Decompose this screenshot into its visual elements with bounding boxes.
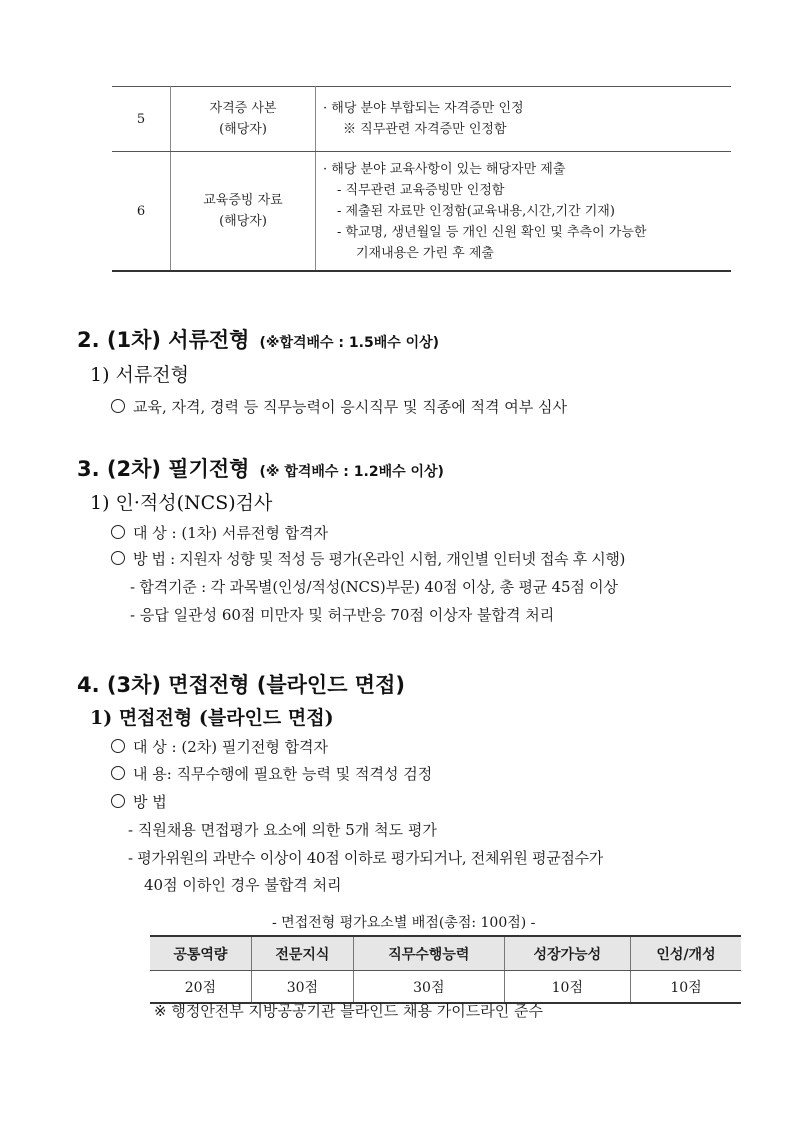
list-item: 방 법 : 지원자 성향 및 적성 등 평가(온라인 시험, 개인별 인터넷 접속 후 시행) [111, 548, 625, 569]
row-description: · 해당 분야 부합되는 자격증만 인정 ※ 직무관련 자격증만 인정함 [316, 87, 732, 152]
table-cell: 20점 [150, 971, 251, 1004]
column-header: 공통역량 [150, 936, 251, 971]
row-description: · 해당 분야 교육사항이 있는 해당자만 제출 - 직무관련 교육증빙만 인정함 - 제출된 자료만 인정함(교육내용,시간,기간 기재) - 학교명, 생년월일 등 개인 신원 확인 및 추측이 가능한 기재내용은 가린 후 제출 [316, 152, 732, 272]
table-cell: 10점 [631, 971, 741, 1004]
row-item: 자격증 사본 (해당자) [171, 87, 316, 152]
circle-bullet-icon [111, 739, 125, 753]
interview-score-table [150, 935, 741, 1004]
list-item: 방 법 [111, 791, 167, 812]
table-cell: 10점 [504, 971, 630, 1004]
circle-bullet-icon [111, 794, 125, 808]
circle-bullet-icon [111, 766, 125, 780]
table-cell: 30점 [354, 971, 505, 1004]
circle-bullet-icon [111, 551, 125, 565]
document-requirements-table [112, 86, 731, 272]
footnote: ※ 행정안전부 지방공공기관 블라인드 채용 가이드라인 준수 [154, 1002, 543, 1020]
dash-item: - 직원채용 면접평가 요소에 의한 5개 척도 평가 [128, 821, 437, 839]
table-header-row [150, 936, 741, 971]
section-2-subheading: 1) 서류전형 [90, 364, 189, 386]
table-row [150, 971, 741, 1004]
list-item: 대 상 : (2차) 필기전형 합격자 [111, 736, 328, 757]
column-header: 인성/개성 [631, 936, 741, 971]
circle-bullet-icon [111, 525, 125, 539]
row-number: 5 [112, 87, 171, 152]
section-3-subheading: 1) 인·적성(NCS)검사 [90, 492, 273, 514]
table-row [112, 152, 731, 272]
table-row [112, 87, 731, 152]
list-item: 교육, 자격, 경력 등 직무능력이 응시직무 및 직종에 적격 여부 심사 [111, 396, 567, 417]
section-2-note: (※합격배수 : 1.5배수 이상) [259, 335, 440, 351]
list-item: 대 상 : (1차) 서류전형 합격자 [111, 522, 328, 543]
table-cell: 30점 [251, 971, 353, 1004]
section-3-note: (※ 합격배수 : 1.2배수 이상) [259, 464, 444, 480]
row-number: 6 [112, 152, 171, 272]
section-4-heading: 4. (3차) 면접전형 (블라인드 면접) [77, 673, 405, 697]
row-item: 교육증빙 자료 (해당자) [171, 152, 316, 272]
section-3-heading: 3. (2차) 필기전형 (※ 합격배수 : 1.2배수 이상) [77, 457, 444, 481]
section-4-subheading: 1) 면접전형 (블라인드 면접) [90, 707, 334, 729]
list-item: 내 용: 직무수행에 필요한 능력 및 적격성 검정 [111, 763, 432, 784]
table-caption: - 면접전형 평가요소별 배점(총점: 100점) - [272, 915, 536, 931]
dash-item: - 응답 일관성 60점 미만자 및 허구반응 70점 이상자 불합격 처리 [130, 606, 555, 624]
dash-item-continued: 40점 이하인 경우 불합격 처리 [144, 876, 342, 894]
column-header: 직무수행능력 [354, 936, 505, 971]
column-header: 전문지식 [251, 936, 353, 971]
circle-bullet-icon [111, 399, 125, 413]
dash-item: - 합격기준 : 각 과목별(인성/적성(NCS)부문) 40점 이상, 총 평균 45점 이상 [130, 578, 618, 596]
column-header: 성장가능성 [504, 936, 630, 971]
section-2-heading: 2. (1차) 서류전형 (※합격배수 : 1.5배수 이상) [77, 328, 440, 352]
dash-item: - 평가위원의 과반수 이상이 40점 이하로 평가되거나, 전체위원 평균점수가 [128, 849, 603, 867]
